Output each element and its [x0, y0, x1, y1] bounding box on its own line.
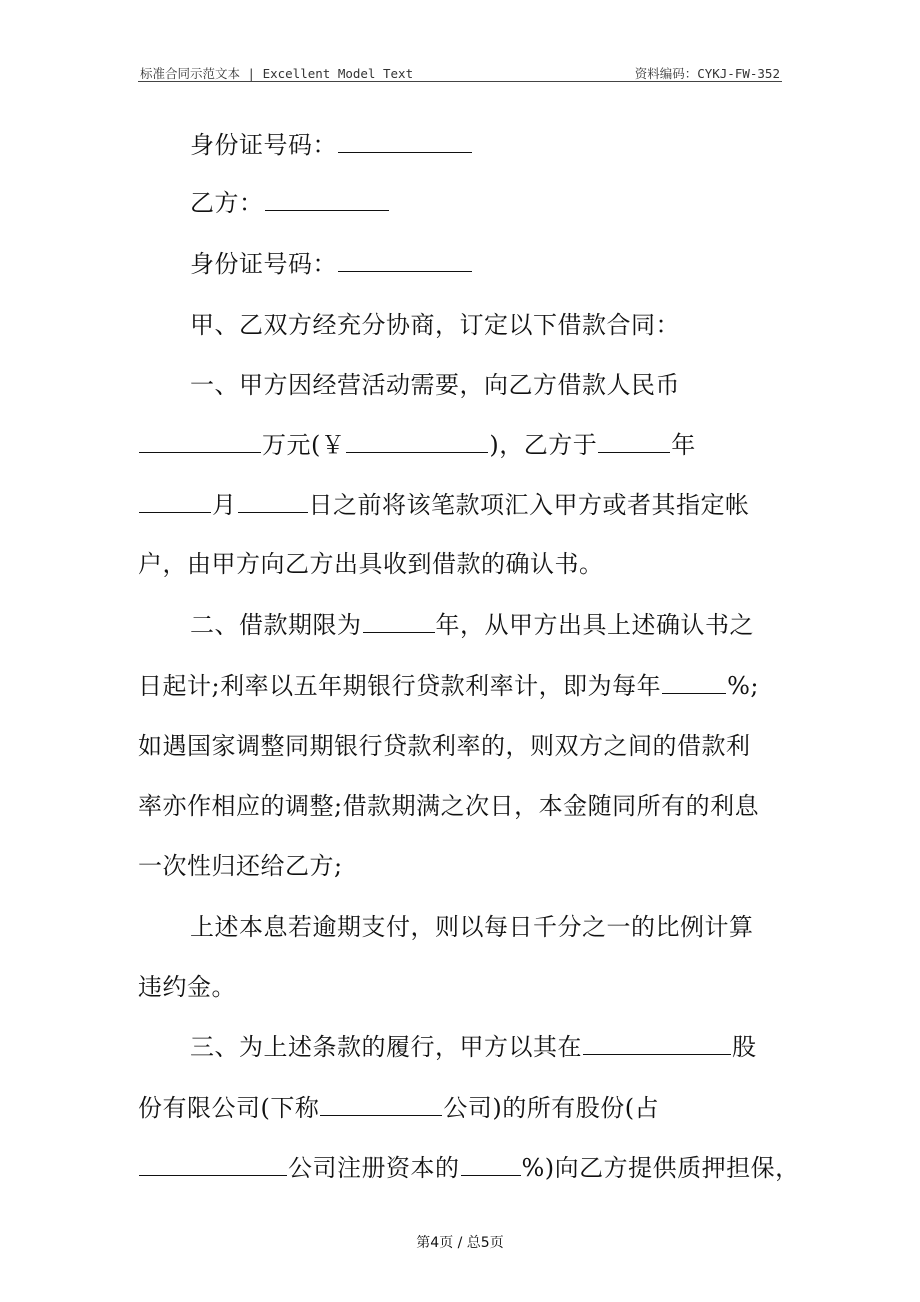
- party-b-line: [190, 188, 850, 218]
- shares-blank: [139, 1153, 287, 1176]
- clause-3-line-2: 份有限公司(下称 公司)的所有股份(占: [138, 1094, 660, 1122]
- amount-figure-blank: [346, 430, 488, 453]
- company-name-blank: [583, 1032, 731, 1055]
- term-years-blank: [363, 610, 435, 633]
- party-b-label: 乙方：: [190, 189, 264, 217]
- header-divider: [138, 81, 782, 82]
- clause-3-line-3: 公司注册资本的 %)向乙方提供质押担保，: [138, 1153, 798, 1183]
- share-percent-blank: [461, 1153, 521, 1176]
- header-title: 标准合同示范文本 | Excellent Model Text: [140, 66, 414, 81]
- clause-1-line-3: 月 日之前将该笔款项汇入甲方或者其指定帐: [138, 490, 798, 520]
- interest-rate-blank: [662, 671, 726, 694]
- penalty-line-2: 违约金。: [138, 973, 236, 1001]
- clause-1-line-1: 一、甲方因经营活动需要，向乙方借款人民币: [190, 371, 680, 399]
- clause-2-line-2: 日起计;利率以五年期银行贷款利率计，即为每年 %;: [138, 672, 759, 700]
- paragraph-intro: 甲、乙双方经充分协商，订定以下借款合同：: [190, 311, 680, 339]
- clause-1-line-4: 户，由甲方向乙方出具收到借款的确认书。: [138, 550, 604, 578]
- header-doc-code: 资料编码：CYKJ-FW-352: [634, 66, 780, 81]
- year-blank: [598, 430, 670, 453]
- company-short-name-blank: [320, 1093, 442, 1116]
- clause-2-line-5: 一次性归还给乙方;: [138, 852, 343, 880]
- id-number-party-b-line: [190, 249, 850, 279]
- penalty-line-1: 上述本息若逾期支付，则以每日千分之一的比例计算: [190, 913, 754, 941]
- clause-2-line-1: 二、借款期限为 年，从甲方出具上述确认书之: [190, 611, 754, 639]
- clause-1-line-2: 万元(￥ )，乙方于 年: [138, 430, 798, 460]
- party-b-blank: [265, 188, 389, 211]
- id-number-label: 身份证号码：: [190, 131, 337, 159]
- day-blank: [238, 490, 308, 513]
- id-number-label: 身份证号码：: [190, 250, 337, 278]
- clause-2-line-3: 如遇国家调整同期银行贷款利率的，则双方之间的借款利: [138, 732, 751, 760]
- month-blank: [139, 490, 211, 513]
- id-number-blank: [338, 130, 472, 153]
- id-number-blank: [338, 249, 472, 272]
- page-header: [138, 62, 782, 82]
- id-number-party-a-line: [190, 130, 850, 160]
- amount-blank: [139, 430, 261, 453]
- page-number: 第4页 / 总5页: [416, 1235, 504, 1251]
- clause-3-line-1: 三、为上述条款的履行，甲方以其在 股: [190, 1033, 757, 1061]
- clause-2-line-4: 率亦作相应的调整;借款期满之次日，本金随同所有的利息: [138, 792, 760, 820]
